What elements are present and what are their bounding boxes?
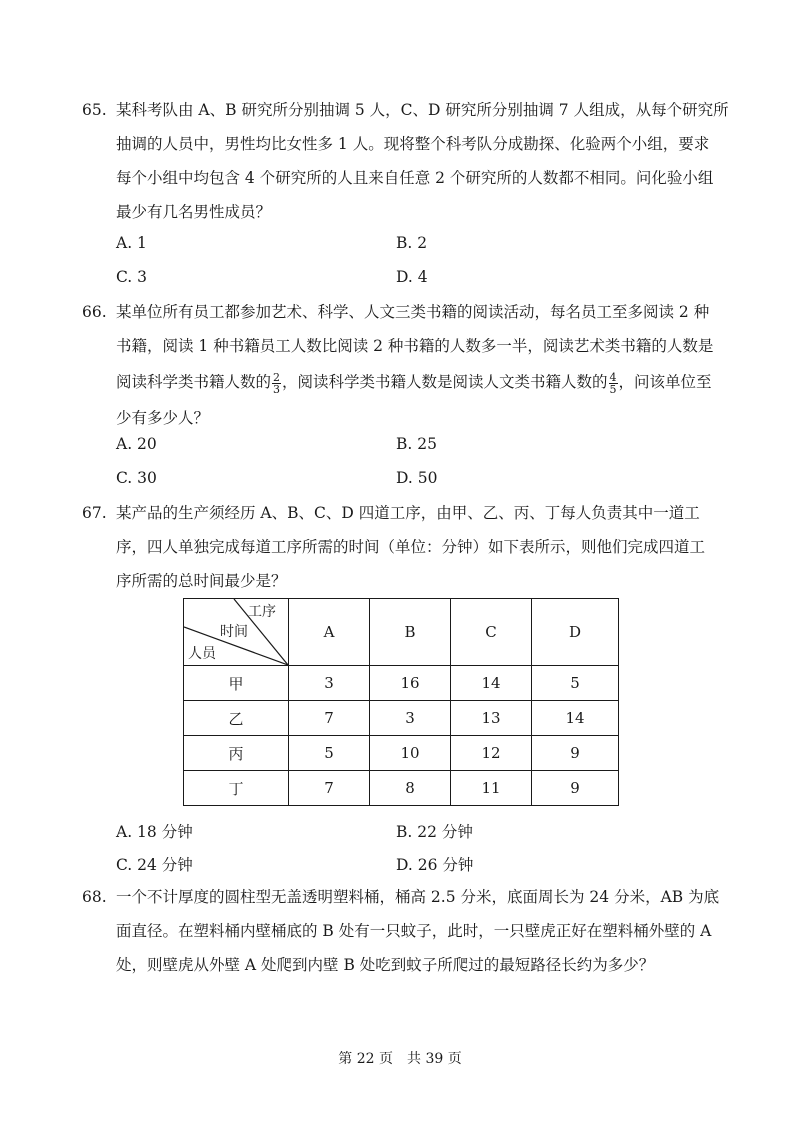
table-cell: 9	[532, 736, 619, 771]
option-a[interactable]: A. 20	[116, 435, 157, 453]
table-row	[184, 666, 619, 701]
fraction-four-fifths	[609, 372, 618, 395]
question-text-line: 某单位所有员工都参加艺术、科学、人文三类书籍的阅读活动，每名员工至多阅读 2 种	[116, 303, 710, 321]
corner-label-person: 人员	[188, 646, 216, 662]
text-segment: 阅读科学类书籍人数的	[116, 373, 272, 391]
question-text-line: 一个不计厚度的圆柱型无盖透明塑料桶，桶高 2.5 分米，底面周长为 24 分米，AB 为底	[116, 888, 720, 906]
table-cell: 7	[289, 771, 370, 806]
table-cell: 11	[451, 771, 532, 806]
option-d[interactable]: D. 50	[396, 469, 438, 487]
question-67	[82, 496, 742, 598]
option-a[interactable]: A. 1	[116, 234, 147, 252]
question-number: 65.	[82, 101, 107, 119]
table-row-label: 甲	[184, 666, 289, 701]
page-footer: 第 22 页 共 39 页	[338, 1051, 462, 1067]
table-row	[184, 701, 619, 736]
table-header-row	[184, 599, 619, 666]
table-cell: 16	[370, 666, 451, 701]
question-text-line: 序，四人单独完成每道工序所需的时间（单位：分钟）如下表所示，则他们完成四道工	[116, 538, 706, 556]
fraction-two-thirds	[272, 372, 281, 395]
question-text-line: 面直径。在塑料桶内壁桶底的 B 处有一只蚊子，此时，一只壁虎正好在塑料桶外壁的 A	[116, 922, 712, 940]
table-row	[184, 736, 619, 771]
table-row-label: 乙	[184, 701, 289, 736]
question-text-line: 少有多少人？	[116, 409, 210, 427]
question-text-line: 每个小组中均包含 4 个研究所的人且来自任意 2 个研究所的人数都不相同。问化验小组	[116, 169, 714, 187]
question-66	[82, 295, 742, 435]
table-cell: 12	[451, 736, 532, 771]
option-c[interactable]: C. 3	[116, 268, 148, 286]
question-text-line: 最少有几名男性成员？	[116, 203, 272, 221]
table-row	[184, 771, 619, 806]
table-cell: 14	[451, 666, 532, 701]
question-text-line: 序所需的总时间最少是？	[116, 572, 287, 590]
table-cell: 9	[532, 771, 619, 806]
option-a[interactable]: A. 18 分钟	[116, 823, 193, 841]
question-65	[82, 93, 742, 229]
table-header-cell: B	[370, 599, 451, 666]
fraction-numerator: 2	[273, 370, 281, 384]
option-d[interactable]: D. 26 分钟	[396, 856, 474, 874]
table-cell: 10	[370, 736, 451, 771]
table-cell: 7	[289, 701, 370, 736]
table-row-label: 丙	[184, 736, 289, 771]
option-c[interactable]: C. 24 分钟	[116, 856, 193, 874]
option-b[interactable]: B. 25	[396, 435, 437, 453]
question-text-line	[116, 363, 742, 401]
question-number: 68.	[82, 888, 107, 906]
text-segment: ，问该单位至	[618, 373, 712, 391]
question-text-line: 某产品的生产须经历 A、B、C、D 四道工序，由甲、乙、丙、丁每人负责其中一道工	[116, 504, 700, 522]
table-cell: 3	[289, 666, 370, 701]
table-row-label: 丁	[184, 771, 289, 806]
question-text-line: 某科考队由 A、B 研究所分别抽调 5 人，C、D 研究所分别抽调 7 人组成，从每个研究所	[116, 101, 729, 119]
question-68	[82, 880, 742, 982]
table-corner-cell	[184, 599, 289, 666]
question-text-line: 抽调的人员中，男性均比女性多 1 人。现将整个科考队分成勘探、化验两个小组，要求	[116, 135, 710, 153]
question-text-line: 处，则壁虎从外壁 A 处爬到内壁 B 处吃到蚊子所爬过的最短路径长约为多少？	[116, 956, 655, 974]
table-cell: 8	[370, 771, 451, 806]
corner-label-process: 工序	[248, 604, 276, 620]
table-cell: 5	[289, 736, 370, 771]
table-cell: 13	[451, 701, 532, 736]
table-cell: 14	[532, 701, 619, 736]
text-segment: ，阅读科学类书籍人数是阅读人文类书籍人数的	[282, 373, 608, 391]
option-b[interactable]: B. 22 分钟	[396, 823, 473, 841]
question-number: 66.	[82, 303, 107, 321]
fraction-numerator: 4	[609, 370, 617, 384]
fraction-denominator: 3	[273, 382, 281, 396]
corner-label-time: 时间	[220, 624, 248, 640]
table-cell: 5	[532, 666, 619, 701]
fraction-denominator: 5	[609, 382, 617, 396]
question-text-line: 书籍，阅读 1 种书籍员工人数比阅读 2 种书籍的人数多一半，阅读艺术类书籍的人数是	[116, 337, 714, 355]
option-d[interactable]: D. 4	[396, 268, 428, 286]
table-header-cell: C	[451, 599, 532, 666]
option-b[interactable]: B. 2	[396, 234, 428, 252]
time-table	[183, 598, 619, 806]
table-header-cell: D	[532, 599, 619, 666]
table-cell: 3	[370, 701, 451, 736]
option-c[interactable]: C. 30	[116, 469, 157, 487]
question-number: 67.	[82, 504, 107, 522]
table-header-cell: A	[289, 599, 370, 666]
